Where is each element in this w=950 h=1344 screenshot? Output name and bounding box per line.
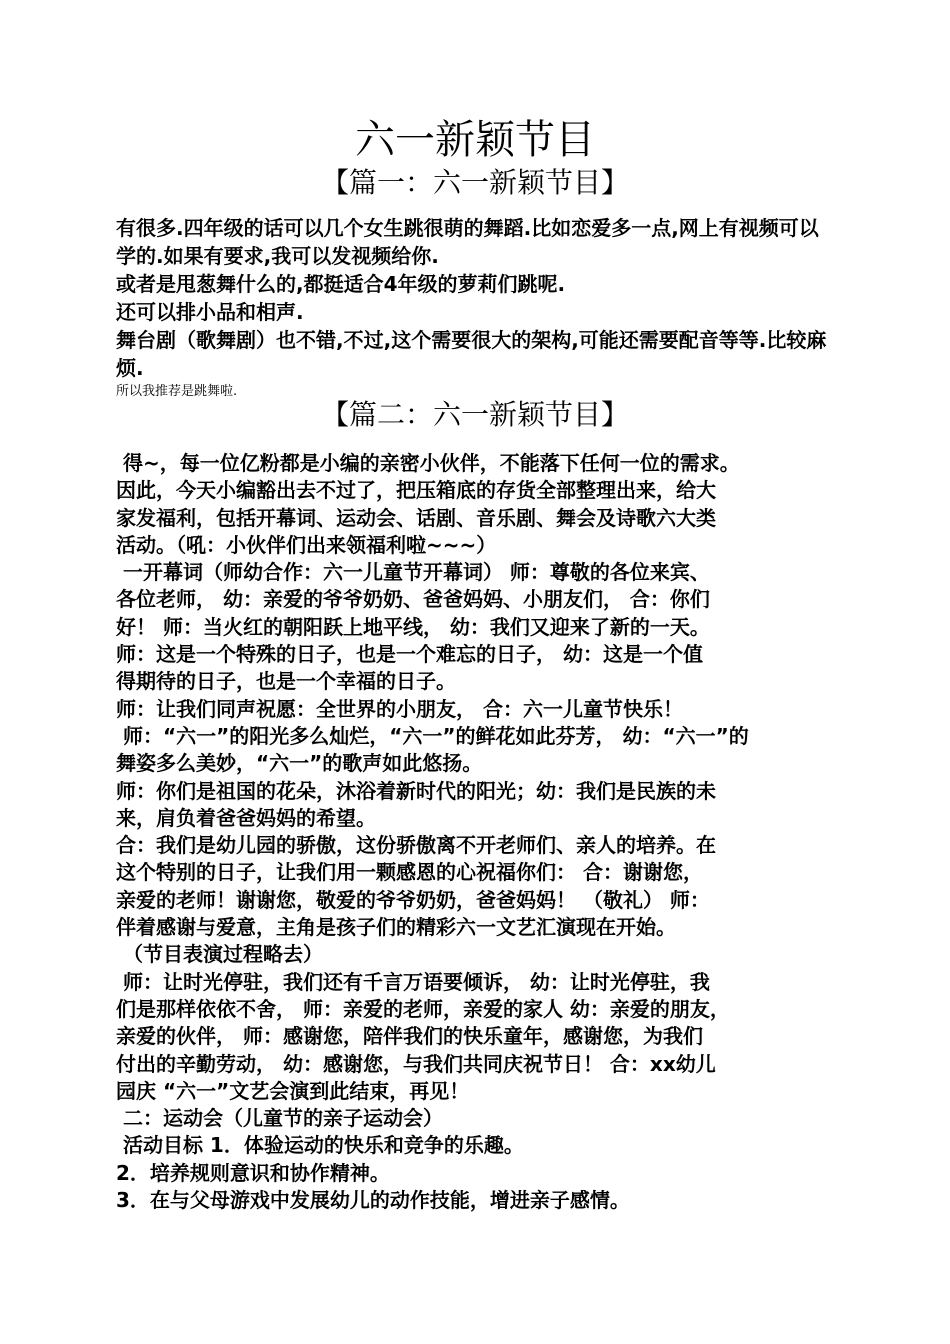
section-2-line: 活动。（吼：小伙伴们出来领福利啦~~~）	[116, 532, 497, 557]
section-1-paragraph: 有很多.四年级的话可以几个女生跳很萌的舞蹈.比如恋爱多一点,网上有视频可以学的.如果有要求,我可以发视频给你.	[116, 216, 819, 268]
section-1-paragraph: 舞台剧（歌舞剧）也不错,不过,这个需要很大的架构,可能还需要配音等等.比较麻烦.	[116, 328, 827, 380]
section-2-line: 因此，今天小编豁出去不过了，把压箱底的存货全部整理出来，给大	[116, 478, 716, 503]
section-2-line: 3．在与父母游戏中发展幼儿的动作技能，增进亲子感情。	[116, 1188, 630, 1213]
section-2-line: 2．培养规则意识和协作精神。	[116, 1160, 390, 1185]
section-1-paragraph: 还可以排小品和相声.	[116, 300, 304, 324]
section-2-line: 家发福利，包括开幕词、运动会、话剧、音乐剧、舞会及诗歌六大类	[116, 505, 716, 530]
section-2-line: （节目表演过程略去）	[116, 942, 323, 967]
section-2-line: 师：你们是祖国的花朵，沐浴着新时代的阳光；幼：我们是民族的未	[116, 778, 716, 803]
section-1-note: 所以我推荐是跳舞啦.	[116, 384, 238, 399]
section-2-line: 得~，每一位亿粉都是小编的亲密小伙伴，不能落下任何一位的需求。	[116, 451, 740, 475]
page-title: 六一新颖节目	[355, 117, 595, 163]
section-2-line: 这个特别的日子，让我们用一颗感恩的心祝福你们： 合：谢谢您，	[116, 860, 703, 885]
section-2-line: 园庆 “六一”文艺会演到此结束，再见！	[116, 1078, 470, 1103]
section-1-paragraph: 或者是甩葱舞什么的,都挺适合4年级的萝莉们跳呢.	[116, 272, 566, 296]
section-2-line: 二：运动会（儿童节的亲子运动会）	[116, 1106, 443, 1131]
section-1-body	[116, 214, 836, 402]
section-2-heading: 【篇二：六一新颖节目】	[320, 398, 629, 431]
section-2-line: 付出的辛勤劳动， 幼：感谢您，与我们共同庆祝节日！ 合：xx幼儿	[116, 1051, 716, 1076]
section-2-line: 师：这是一个特殊的日子，也是一个难忘的日子， 幼：这是一个值	[116, 642, 703, 667]
section-2-line: 活动目标 1．体验运动的快乐和竞争的乐趣。	[116, 1133, 524, 1158]
section-2-line: 们是那样依依不舍， 师：亲爱的老师，亲爱的家人 幼：亲爱的朋友，	[116, 996, 730, 1021]
section-2-line: 伴着感谢与爱意，主角是孩子们的精彩六一文艺汇演现在开始。	[116, 915, 676, 940]
section-2-line: 舞姿多么美妙，“六一”的歌声如此悠扬。	[116, 751, 483, 776]
section-1-heading: 【篇一：六一新颖节目】	[320, 166, 629, 199]
section-2-line: 亲爱的老师！谢谢您，敬爱的爷爷奶奶，爸爸妈妈！ （敬礼） 师：	[116, 887, 710, 912]
section-2-line: 合：我们是幼儿园的骄傲，这份骄傲离不开老师们、亲人的培养。在	[116, 833, 716, 858]
section-2-line: 师：“六一”的阳光多么灿烂，“六一”的鲜花如此芬芳， 幼：“六一”的	[116, 723, 749, 748]
section-2-line: 师：让时光停驻，我们还有千言万语要倾诉， 幼：让时光停驻，我	[116, 969, 710, 994]
section-2-line: 师：让我们同声祝愿：全世界的小朋友， 合：六一儿童节快乐！	[116, 696, 683, 721]
section-2-line: 好！ 师：当火红的朝阳跃上地平线， 幼：我们又迎来了新的一天。	[116, 614, 710, 639]
section-2-line: 各位老师， 幼：亲爱的爷爷奶奶、爸爸妈妈、小朋友们， 合：你们	[116, 587, 710, 612]
section-2-line: 来，肩负着爸爸妈妈的希望。	[116, 805, 376, 830]
section-2-line: 亲爱的伙伴， 师：感谢您，陪伴我们的快乐童年，感谢您，为我们	[116, 1024, 703, 1049]
section-2-line: 得期待的日子，也是一个幸福的日子。	[116, 669, 456, 694]
section-2-line: 一开幕词（师幼合作：六一儿童节开幕词） 师：尊敬的各位来宾、	[116, 560, 710, 585]
section-2-body	[116, 450, 836, 1214]
